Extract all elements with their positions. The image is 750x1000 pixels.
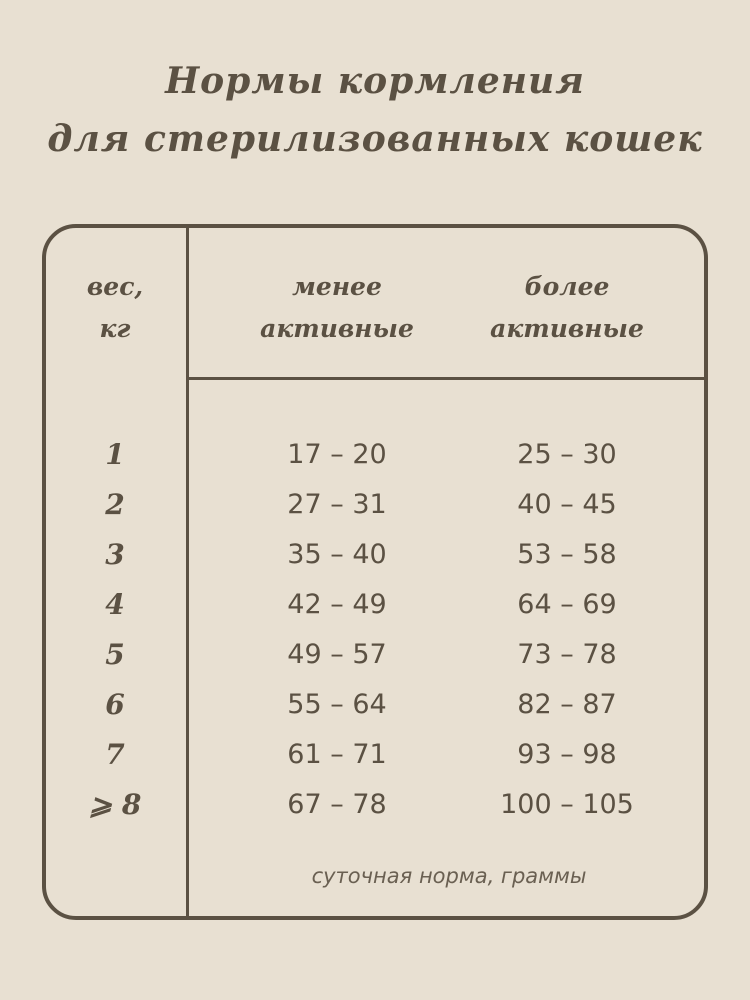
less-active-cell: 67 – 78 [287,789,387,820]
header-less-active-line1: менее [292,272,382,301]
more-active-cell: 53 – 58 [517,539,617,570]
weight-cell: 6 [105,688,125,721]
header-more-active-line1: более [524,272,610,301]
table-row [42,430,708,480]
page-subtitle: для стерилизованных кошек [47,118,703,160]
less-active-cell: 55 – 64 [287,689,387,720]
less-active-cell: 35 – 40 [287,539,387,570]
page-title: Нормы кормления [165,60,585,102]
header-divider [188,377,706,380]
header-weight-line1: вес, [86,272,144,301]
more-active-cell: 100 – 105 [500,789,634,820]
units-footnote: суточная норма, граммы [311,864,587,888]
header-less-active [232,266,442,350]
weight-cell: ⩾ 8 [88,788,142,821]
header-more-active-line2: активные [490,314,644,343]
weight-cell: 1 [105,438,125,471]
table-row [42,730,708,780]
less-active-cell: 61 – 71 [287,739,387,770]
header-more-active [462,266,672,350]
more-active-cell: 73 – 78 [517,639,617,670]
header-weight-line2: кг [99,314,131,343]
less-active-cell: 42 – 49 [287,589,387,620]
more-active-cell: 25 – 30 [517,439,617,470]
weight-cell: 4 [105,588,125,621]
table-row [42,530,708,580]
more-active-cell: 40 – 45 [517,489,617,520]
weight-cell: 2 [105,488,125,521]
header-weight [60,266,170,350]
table-row [42,580,708,630]
table-body [42,430,708,830]
weight-cell: 5 [105,638,125,671]
table-row [42,680,708,730]
table-row [42,780,708,830]
table-row [42,630,708,680]
less-active-cell: 49 – 57 [287,639,387,670]
less-active-cell: 27 – 31 [287,489,387,520]
more-active-cell: 64 – 69 [517,589,617,620]
table-row [42,480,708,530]
more-active-cell: 82 – 87 [517,689,617,720]
less-active-cell: 17 – 20 [287,439,387,470]
more-active-cell: 93 – 98 [517,739,617,770]
header-less-active-line2: активные [260,314,414,343]
weight-cell: 3 [105,538,125,571]
weight-cell: 7 [105,738,125,771]
